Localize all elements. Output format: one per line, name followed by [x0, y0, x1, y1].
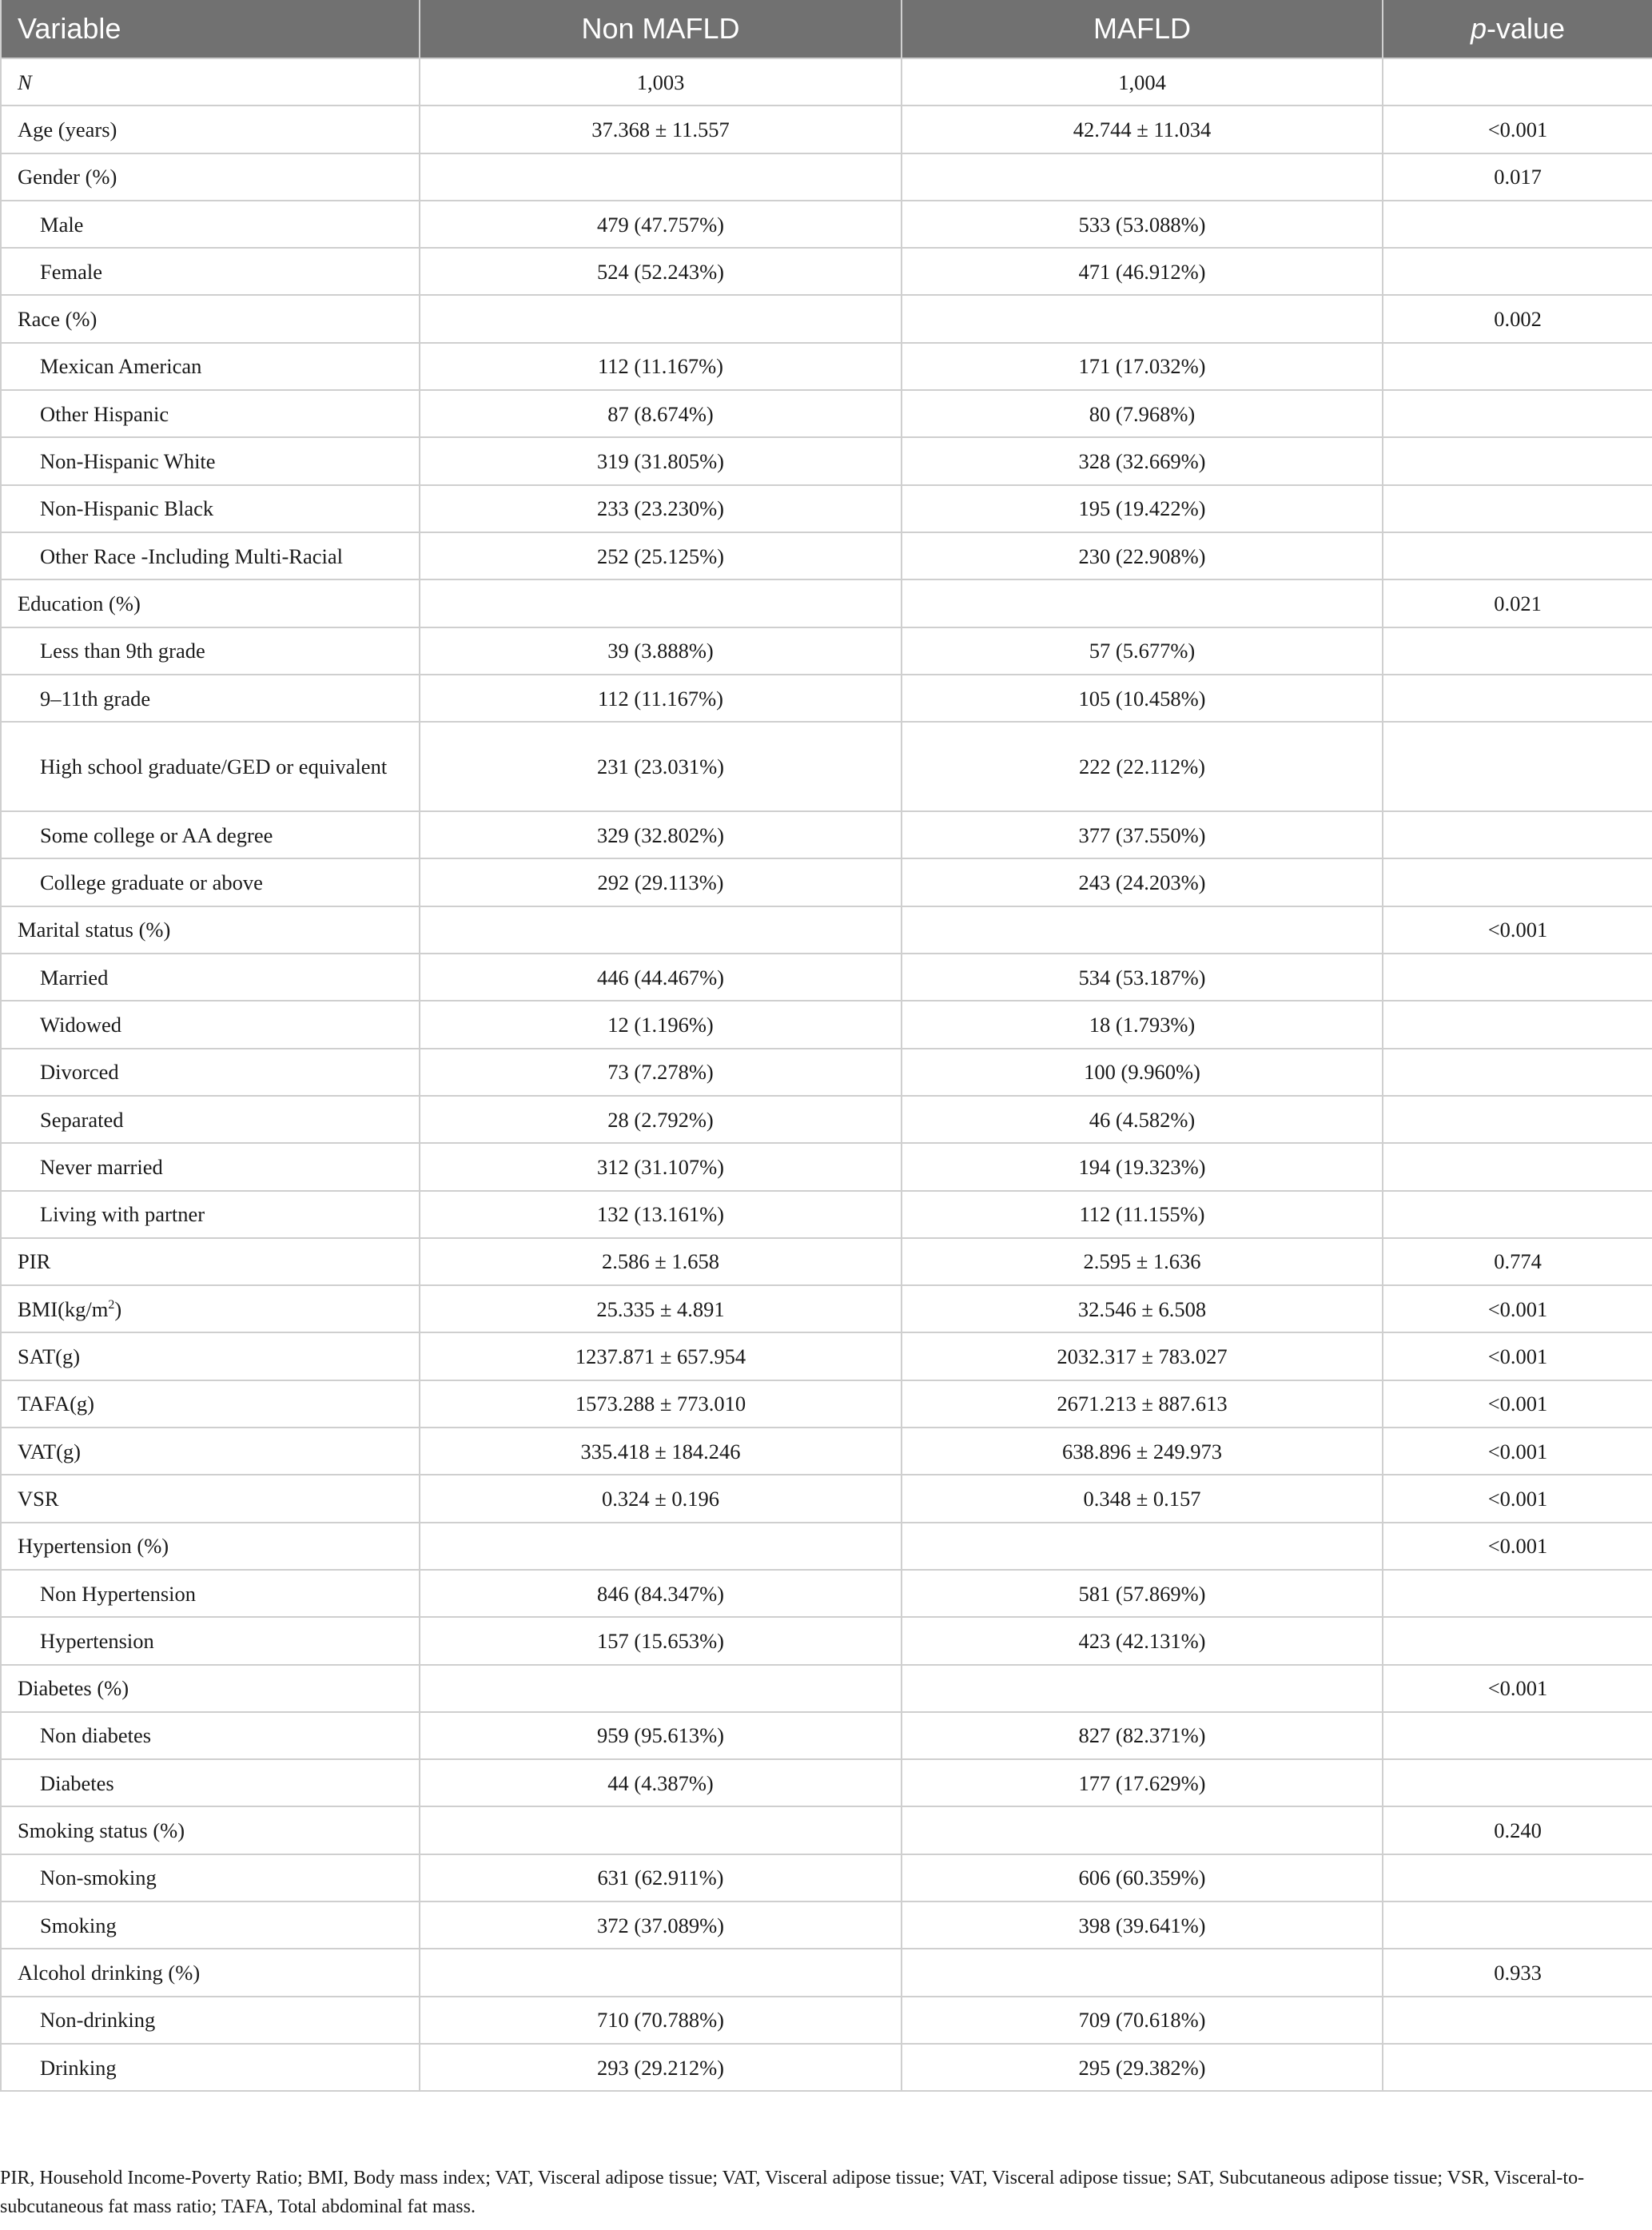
- row-non-mafld-cell: 132 (13.161%): [420, 1191, 902, 1238]
- row-mafld-cell: 328 (32.669%): [902, 437, 1383, 484]
- row-p-value-cell: 0.017: [1383, 153, 1652, 201]
- row-variable-cell: [1, 1806, 420, 1854]
- row-variable-label: VSR: [18, 1486, 59, 1511]
- row-variable-cell: [1, 954, 420, 1001]
- row-variable-label: Race (%): [18, 307, 98, 332]
- row-mafld-cell: 230 (22.908%): [902, 532, 1383, 579]
- table-row: [1, 390, 1652, 437]
- row-mafld-cell: [902, 906, 1383, 954]
- row-variable-label: Divorced: [40, 1060, 119, 1085]
- row-mafld-cell: [902, 295, 1383, 342]
- row-p-value-cell: <0.001: [1383, 1285, 1652, 1332]
- row-non-mafld-cell: [420, 153, 902, 201]
- row-p-value-cell: <0.001: [1383, 1523, 1652, 1570]
- row-variable-label: Drinking: [40, 2055, 117, 2080]
- row-non-mafld-cell: 12 (1.196%): [420, 1001, 902, 1048]
- row-variable-label: Non diabetes: [40, 1723, 152, 1748]
- row-mafld-cell: [902, 1806, 1383, 1854]
- table-row: [1, 1428, 1652, 1475]
- table-row: [1, 1191, 1652, 1238]
- row-p-value-cell: [1383, 248, 1652, 295]
- row-variable-cell: [1, 437, 420, 484]
- table-row: [1, 1665, 1652, 1712]
- row-variable-label: Smoking status (%): [18, 1818, 185, 1843]
- row-non-mafld-cell: [420, 1523, 902, 1570]
- row-variable-label: Non-drinking: [40, 2008, 156, 2033]
- row-mafld-cell: 606 (60.359%): [902, 1854, 1383, 1901]
- row-mafld-cell: 377 (37.550%): [902, 811, 1383, 858]
- row-variable-label: SAT(g): [18, 1344, 81, 1369]
- row-variable-cell: [1, 343, 420, 390]
- row-p-value-cell: [1383, 1997, 1652, 2044]
- row-non-mafld-cell: 846 (84.347%): [420, 1570, 902, 1617]
- row-variable-cell: [1, 248, 420, 295]
- row-mafld-cell: 222 (22.112%): [902, 722, 1383, 811]
- table-row: [1, 1854, 1652, 1901]
- table-row: [1, 1759, 1652, 1806]
- table-row: [1, 579, 1652, 627]
- row-non-mafld-cell: [420, 1806, 902, 1854]
- row-variable-label: Other Race -Including Multi-Racial: [40, 544, 343, 568]
- row-mafld-cell: 1,004: [902, 58, 1383, 106]
- table-row: [1, 58, 1652, 106]
- row-p-value-cell: <0.001: [1383, 1428, 1652, 1475]
- row-variable-label: Gender (%): [18, 165, 117, 189]
- row-mafld-cell: 827 (82.371%): [902, 1712, 1383, 1759]
- row-p-value-cell: <0.001: [1383, 1332, 1652, 1380]
- row-non-mafld-cell: 39 (3.888%): [420, 627, 902, 675]
- row-variable-label: Separated: [40, 1107, 124, 1132]
- row-variable-cell: [1, 1238, 420, 1285]
- row-non-mafld-cell: 87 (8.674%): [420, 390, 902, 437]
- row-p-value-cell: [1383, 1854, 1652, 1901]
- row-mafld-cell: 581 (57.869%): [902, 1570, 1383, 1617]
- row-mafld-cell: 195 (19.422%): [902, 485, 1383, 532]
- row-mafld-cell: 80 (7.968%): [902, 390, 1383, 437]
- row-non-mafld-cell: 0.324 ± 0.196: [420, 1475, 902, 1522]
- row-mafld-cell: 42.744 ± 11.034: [902, 106, 1383, 153]
- row-p-value-cell: [1383, 1570, 1652, 1617]
- row-variable-label: VAT(g): [18, 1439, 82, 1463]
- table-row: [1, 1238, 1652, 1285]
- table-row: [1, 1901, 1652, 1949]
- row-variable-label: Female: [40, 259, 102, 284]
- row-p-value-cell: [1383, 1191, 1652, 1238]
- row-variable-cell: [1, 1428, 420, 1475]
- row-variable-label: Other Hispanic: [40, 401, 169, 426]
- table-row: [1, 1143, 1652, 1190]
- table-row: [1, 1806, 1652, 1854]
- row-p-value-cell: [1383, 1096, 1652, 1143]
- row-non-mafld-cell: 37.368 ± 11.557: [420, 106, 902, 153]
- row-mafld-cell: 2032.317 ± 783.027: [902, 1332, 1383, 1380]
- row-variable-cell: [1, 201, 420, 248]
- row-p-value-cell: <0.001: [1383, 1380, 1652, 1428]
- row-non-mafld-cell: 319 (31.805%): [420, 437, 902, 484]
- row-variable-label: Hypertension: [40, 1628, 154, 1653]
- row-variable-label: Marital status (%): [18, 918, 171, 942]
- row-variable-cell: [1, 1049, 420, 1096]
- row-non-mafld-cell: 329 (32.802%): [420, 811, 902, 858]
- header-non-mafld: Non MAFLD: [420, 0, 902, 58]
- row-p-value-cell: [1383, 1049, 1652, 1096]
- row-non-mafld-cell: 112 (11.167%): [420, 675, 902, 722]
- row-non-mafld-cell: 112 (11.167%): [420, 343, 902, 390]
- row-mafld-cell: 0.348 ± 0.157: [902, 1475, 1383, 1522]
- row-variable-label: PIR: [18, 1249, 51, 1274]
- row-p-value-cell: <0.001: [1383, 106, 1652, 153]
- table-row: [1, 532, 1652, 579]
- row-variable-cell: [1, 1096, 420, 1143]
- row-variable-label: Married: [40, 965, 109, 990]
- row-variable-cell: [1, 1475, 420, 1522]
- row-variable-label: Alcohol drinking (%): [18, 1960, 201, 1985]
- row-mafld-cell: 709 (70.618%): [902, 1997, 1383, 2044]
- row-variable-cell: [1, 1285, 420, 1332]
- row-variable-cell: [1, 579, 420, 627]
- row-variable-label: Non-Hispanic Black: [40, 496, 214, 521]
- row-p-value-cell: 0.021: [1383, 579, 1652, 627]
- header-mafld: MAFLD: [902, 0, 1383, 58]
- row-non-mafld-cell: 2.586 ± 1.658: [420, 1238, 902, 1285]
- row-variable-label: Age (years): [18, 117, 117, 141]
- row-variable-cell: [1, 2044, 420, 2091]
- row-p-value-cell: [1383, 201, 1652, 248]
- header-p-rest: -value: [1486, 12, 1566, 45]
- table-row: [1, 1285, 1652, 1332]
- row-variable-label: BMI(kg/m: [18, 1296, 109, 1321]
- row-p-value-cell: <0.001: [1383, 906, 1652, 954]
- table-row: [1, 1949, 1652, 1996]
- row-non-mafld-cell: 372 (37.089%): [420, 1901, 902, 1949]
- row-mafld-cell: 32.546 ± 6.508: [902, 1285, 1383, 1332]
- row-p-value-cell: [1383, 485, 1652, 532]
- row-variable-cell: [1, 1617, 420, 1664]
- row-p-value-cell: <0.001: [1383, 1665, 1652, 1712]
- row-p-value-cell: [1383, 1712, 1652, 1759]
- row-non-mafld-cell: [420, 1665, 902, 1712]
- label-suffix: ): [114, 1296, 122, 1321]
- row-p-value-cell: 0.240: [1383, 1806, 1652, 1854]
- row-mafld-cell: 533 (53.088%): [902, 201, 1383, 248]
- row-p-value-cell: [1383, 437, 1652, 484]
- row-mafld-cell: 46 (4.582%): [902, 1096, 1383, 1143]
- row-non-mafld-cell: 157 (15.653%): [420, 1617, 902, 1664]
- row-mafld-cell: 57 (5.677%): [902, 627, 1383, 675]
- row-non-mafld-cell: 73 (7.278%): [420, 1049, 902, 1096]
- row-variable-label: Education (%): [18, 591, 141, 615]
- row-variable-cell: [1, 1191, 420, 1238]
- row-non-mafld-cell: 1573.288 ± 773.010: [420, 1380, 902, 1428]
- table-row: [1, 1523, 1652, 1570]
- row-variable-cell: [1, 1949, 420, 1996]
- table-row: [1, 153, 1652, 201]
- row-variable-cell: [1, 1570, 420, 1617]
- table-row: [1, 906, 1652, 954]
- row-mafld-cell: 2.595 ± 1.636: [902, 1238, 1383, 1285]
- table-row: [1, 1380, 1652, 1428]
- row-mafld-cell: 243 (24.203%): [902, 858, 1383, 906]
- row-mafld-cell: 638.896 ± 249.973: [902, 1428, 1383, 1475]
- row-non-mafld-cell: 233 (23.230%): [420, 485, 902, 532]
- row-non-mafld-cell: 479 (47.757%): [420, 201, 902, 248]
- row-non-mafld-cell: 28 (2.792%): [420, 1096, 902, 1143]
- row-variable-cell: [1, 1901, 420, 1949]
- row-p-value-cell: [1383, 2044, 1652, 2091]
- row-p-value-cell: [1383, 858, 1652, 906]
- row-variable-cell: [1, 906, 420, 954]
- row-p-value-cell: [1383, 1001, 1652, 1048]
- row-variable-label: TAFA(g): [18, 1392, 95, 1416]
- table-row: [1, 485, 1652, 532]
- row-non-mafld-cell: 335.418 ± 184.246: [420, 1428, 902, 1475]
- table-row: [1, 201, 1652, 248]
- table-footnote: PIR, Household Income-Poverty Ratio; BMI, Body mass index; VAT, Visceral adipose tissue; VAT, Visceral adipose tissue; VAT, Visceral adipose tissue; SAT, Subcutaneous adipose tissue; VSR, Visceral-to-subcutaneous fat mass ratio; TAFA, Total abdominal fat mass.: [0, 2168, 1585, 2217]
- row-non-mafld-cell: 293 (29.212%): [420, 2044, 902, 2091]
- table-row: [1, 1570, 1652, 1617]
- table-row: [1, 1617, 1652, 1664]
- row-p-value-cell: [1383, 1617, 1652, 1664]
- row-variable-cell: [1, 1759, 420, 1806]
- table-row: [1, 106, 1652, 153]
- row-p-value-cell: [1383, 627, 1652, 675]
- table-row: [1, 722, 1652, 811]
- row-variable-label: College graduate or above: [40, 870, 263, 895]
- table-row: [1, 954, 1652, 1001]
- row-variable-cell: [1, 153, 420, 201]
- row-variable-cell: [1, 1997, 420, 2044]
- row-mafld-cell: 171 (17.032%): [902, 343, 1383, 390]
- row-mafld-cell: 100 (9.960%): [902, 1049, 1383, 1096]
- row-variable-cell: [1, 858, 420, 906]
- row-p-value-cell: <0.001: [1383, 1475, 1652, 1522]
- row-non-mafld-cell: 524 (52.243%): [420, 248, 902, 295]
- row-variable-cell: [1, 675, 420, 722]
- row-mafld-cell: [902, 153, 1383, 201]
- row-mafld-cell: 194 (19.323%): [902, 1143, 1383, 1190]
- table-row: [1, 2044, 1652, 2091]
- row-non-mafld-cell: 231 (23.031%): [420, 722, 902, 811]
- row-variable-label: 9–11th grade: [40, 686, 151, 711]
- header-variable: Variable: [1, 0, 420, 58]
- row-p-value-cell: [1383, 1901, 1652, 1949]
- row-variable-label: Living with partner: [40, 1202, 205, 1227]
- row-variable-label: Hypertension (%): [18, 1534, 169, 1559]
- row-variable-cell: [1, 390, 420, 437]
- row-variable-cell: [1, 295, 420, 342]
- table-row: [1, 627, 1652, 675]
- row-variable-cell: [1, 1001, 420, 1048]
- table-row: [1, 1997, 1652, 2044]
- row-non-mafld-cell: [420, 295, 902, 342]
- row-variable-cell: [1, 1854, 420, 1901]
- row-variable-label: N: [18, 70, 32, 94]
- table-row: [1, 437, 1652, 484]
- row-variable-cell: [1, 627, 420, 675]
- row-non-mafld-cell: 292 (29.113%): [420, 858, 902, 906]
- row-variable-label: Widowed: [40, 1012, 121, 1037]
- row-variable-cell: [1, 1380, 420, 1428]
- row-variable-cell: [1, 1332, 420, 1380]
- table-row: [1, 343, 1652, 390]
- table-header-row: [1, 0, 1652, 58]
- row-non-mafld-cell: 710 (70.788%): [420, 1997, 902, 2044]
- row-non-mafld-cell: 959 (95.613%): [420, 1712, 902, 1759]
- row-p-value-cell: 0.774: [1383, 1238, 1652, 1285]
- row-mafld-cell: 177 (17.629%): [902, 1759, 1383, 1806]
- row-mafld-cell: [902, 579, 1383, 627]
- row-non-mafld-cell: [420, 1949, 902, 1996]
- row-p-value-cell: 0.933: [1383, 1949, 1652, 1996]
- table-row: [1, 1332, 1652, 1380]
- row-non-mafld-cell: 25.335 ± 4.891: [420, 1285, 902, 1332]
- row-mafld-cell: 112 (11.155%): [902, 1191, 1383, 1238]
- row-variable-label: Male: [40, 212, 84, 237]
- row-p-value-cell: [1383, 722, 1652, 811]
- table-row: [1, 675, 1652, 722]
- row-variable-label: Non Hypertension: [40, 1581, 197, 1606]
- row-p-value-cell: [1383, 811, 1652, 858]
- table-row: [1, 1475, 1652, 1522]
- row-non-mafld-cell: 44 (4.387%): [420, 1759, 902, 1806]
- header-p-italic: p: [1470, 12, 1487, 45]
- row-mafld-cell: 423 (42.131%): [902, 1617, 1383, 1664]
- row-p-value-cell: [1383, 390, 1652, 437]
- table-row: [1, 858, 1652, 906]
- row-mafld-cell: [902, 1949, 1383, 1996]
- table-row: [1, 1001, 1652, 1048]
- row-mafld-cell: 2671.213 ± 887.613: [902, 1380, 1383, 1428]
- row-variable-label: Less than 9th grade: [40, 639, 205, 663]
- row-variable-cell: [1, 811, 420, 858]
- row-non-mafld-cell: 1237.871 ± 657.954: [420, 1332, 902, 1380]
- table-row: [1, 295, 1652, 342]
- row-variable-cell: [1, 106, 420, 153]
- row-variable-cell: [1, 58, 420, 106]
- table-row: [1, 1712, 1652, 1759]
- header-p-value: [1383, 0, 1652, 58]
- row-variable-label: Never married: [40, 1154, 163, 1179]
- row-mafld-cell: [902, 1523, 1383, 1570]
- row-variable-cell: [1, 485, 420, 532]
- table-row: [1, 1049, 1652, 1096]
- row-variable-cell: [1, 1523, 420, 1570]
- row-non-mafld-cell: 1,003: [420, 58, 902, 106]
- row-p-value-cell: [1383, 343, 1652, 390]
- row-variable-label: Smoking: [40, 1913, 117, 1937]
- table-row: [1, 811, 1652, 858]
- row-non-mafld-cell: 631 (62.911%): [420, 1854, 902, 1901]
- label-superscript: 2: [108, 1297, 115, 1312]
- row-variable-cell: [1, 1665, 420, 1712]
- row-variable-label: Diabetes: [40, 1770, 114, 1795]
- row-mafld-cell: 398 (39.641%): [902, 1901, 1383, 1949]
- row-p-value-cell: [1383, 532, 1652, 579]
- row-mafld-cell: 18 (1.793%): [902, 1001, 1383, 1048]
- row-variable-label: Some college or AA degree: [40, 822, 273, 847]
- table-body: [1, 58, 1652, 2091]
- table-row: [1, 1096, 1652, 1143]
- row-mafld-cell: 471 (46.912%): [902, 248, 1383, 295]
- row-non-mafld-cell: 312 (31.107%): [420, 1143, 902, 1190]
- row-variable-label: Diabetes (%): [18, 1676, 129, 1701]
- row-non-mafld-cell: 252 (25.125%): [420, 532, 902, 579]
- row-p-value-cell: [1383, 675, 1652, 722]
- row-variable-cell: [1, 1143, 420, 1190]
- row-p-value-cell: 0.002: [1383, 295, 1652, 342]
- row-variable-cell: [1, 722, 420, 811]
- row-p-value-cell: [1383, 954, 1652, 1001]
- row-p-value-cell: [1383, 1759, 1652, 1806]
- row-mafld-cell: 295 (29.382%): [902, 2044, 1383, 2091]
- row-non-mafld-cell: [420, 906, 902, 954]
- row-variable-label: High school graduate/GED or equivalent: [40, 755, 388, 779]
- row-mafld-cell: 534 (53.187%): [902, 954, 1383, 1001]
- row-non-mafld-cell: 446 (44.467%): [420, 954, 902, 1001]
- row-mafld-cell: [902, 1665, 1383, 1712]
- row-variable-label: Non-smoking: [40, 1866, 157, 1890]
- row-variable-label: Mexican American: [40, 354, 202, 379]
- row-variable-cell: [1, 1712, 420, 1759]
- row-non-mafld-cell: [420, 579, 902, 627]
- row-p-value-cell: [1383, 58, 1652, 106]
- row-variable-label: Non-Hispanic White: [40, 449, 216, 474]
- row-p-value-cell: [1383, 1143, 1652, 1190]
- table-row: [1, 248, 1652, 295]
- row-variable-cell: [1, 532, 420, 579]
- row-mafld-cell: 105 (10.458%): [902, 675, 1383, 722]
